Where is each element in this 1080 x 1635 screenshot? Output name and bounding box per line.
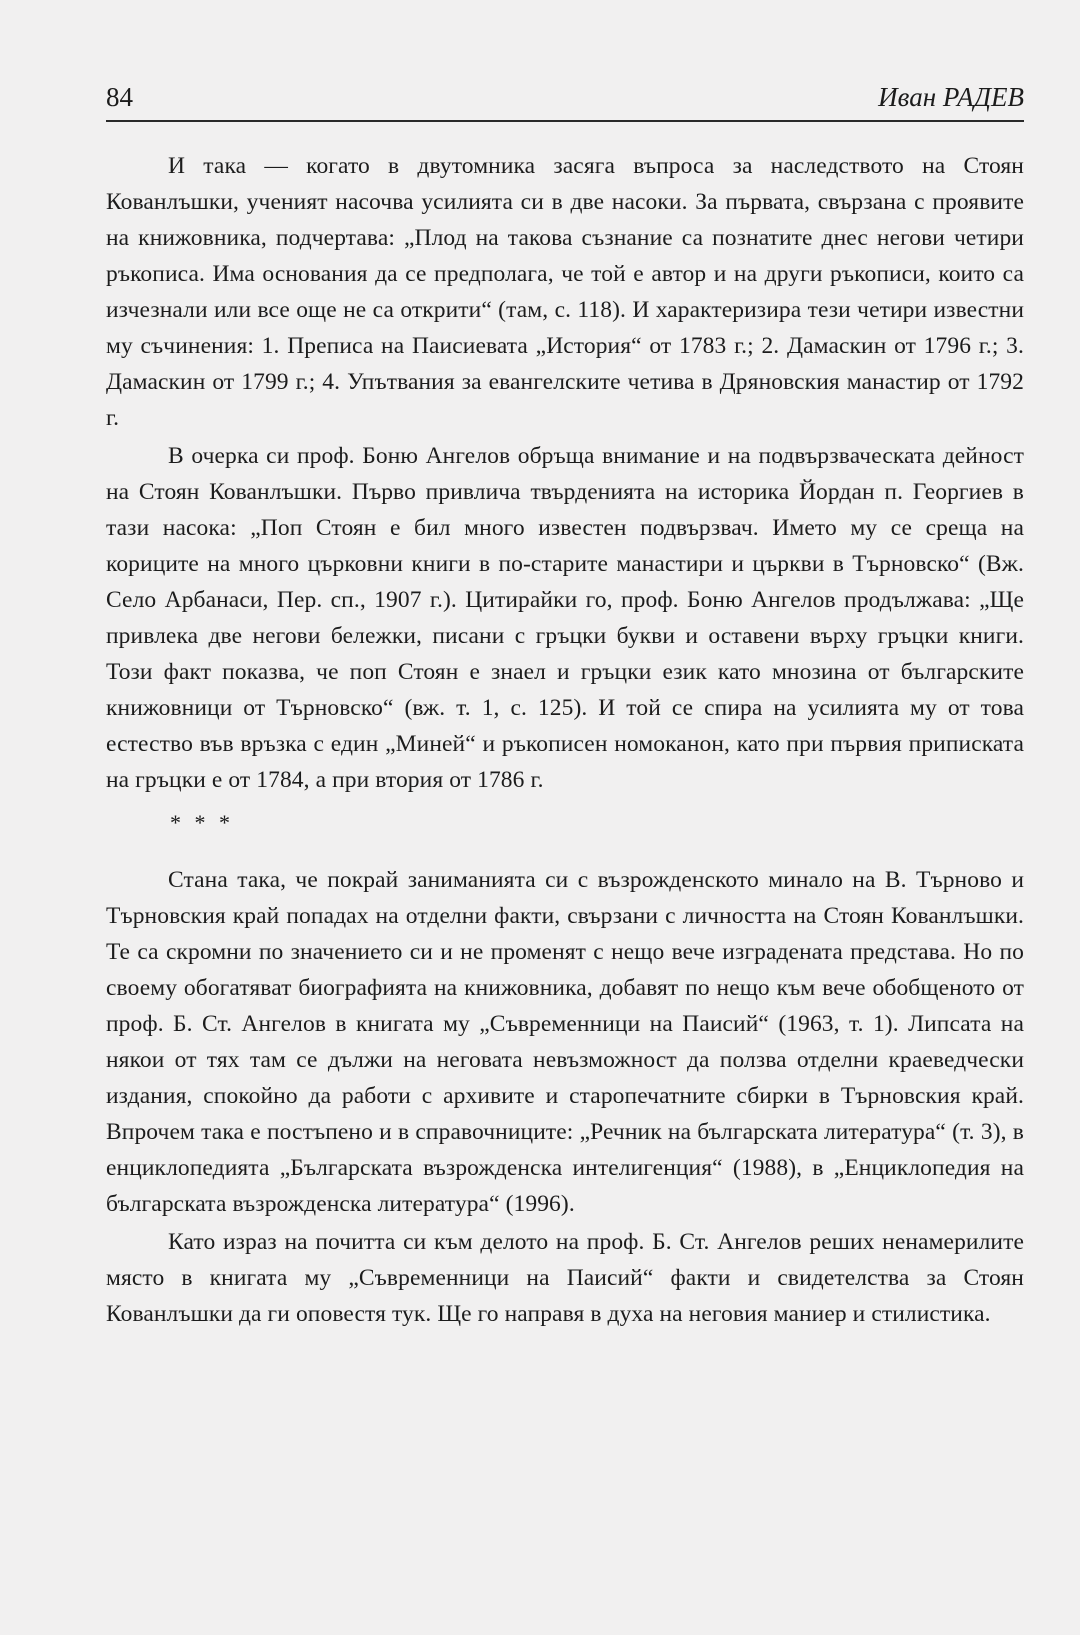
page-number: 84 (106, 82, 133, 112)
paragraph: Стана така, че покрай заниманията си с възрожденското минало на В. Търново и Търновския край попадах на отделни факти, свързани с личността на Стоян Кованлъшки. Те са скромни по значението си и не променят с нещо вече изградената представа. Но по своему обогатяват биографията на книжовника, добавят по нещо към вече обобщеното от проф. Б. Ст. Ангелов в книгата му „Съвременници на Паисий“ (1963, т. 1). Липсата на някои от тях там се дължи на неговата невъзможност да ползва отделни краеведчески издания, спокойно да работи с архивите и старопечатните сбирки в Търновския край. Впрочем така е постъпено и в справочниците: „Речник на българската литература“ (т. 3), в енциклопедията „Българската възрожденска интелигенция“ (1988), в „Енциклопедия на българската възрожденска литература“ (1996). (106, 867, 1024, 1217)
body-text (106, 148, 1024, 1332)
paragraph: И така — когато в двутомника засяга въпроса за наследството на Стоян Кованлъшки, ученият насочва усилията си в две насоки. За първата, свързана с проявите на книжовника, подчертава: „Плод на такова съзнание са познатите днес негови четири ръкописа. Има основания да се предполага, че той е автор и на други ръкописи, които са изчезнали или все още не са открити“ (там, с. 118). И характеризира тези четири известни му съчинения: 1. Преписа на Паисиевата „История“ от 1783 г.; 2. Дамаскин от 1796 г.; 3. Дамаскин от 1799 г.; 4. Упътвания за евангелските четива в Дряновския манастир от 1792 г. (106, 153, 1024, 431)
running-head-author: Иван РАДЕВ (878, 82, 1024, 112)
page-header (106, 78, 1024, 122)
paragraph: Като израз на почитта си към делото на проф. Б. Ст. Ангелов реших ненамерилите място в книгата му „Съвременници на Паисий“ факти и свидетелства за Стоян Кованлъшки да ги оповестя тук. Ще го направя в духа на неговия маниер и стилистика. (106, 1229, 1024, 1327)
section-separator: * * * (170, 810, 234, 835)
paragraph: В очерка си проф. Боню Ангелов обръща внимание и на подвързваческата дейност на Стоян Кованлъшки. Първо привлича твърденията на историка Йордан п. Георгиев в тази насока: „Поп Стоян е бил много известен подвързвач. Името му се среща на кориците на много църковни книги в по-старите манастири и църкви в Търновско“ (Вж. Село Арбанаси, Пер. сп., 1907 г.). Цитирайки го, проф. Боню Ангелов продължава: „Ще привлека две негови бележки, писани с гръцки букви и оставени върху гръцки книги. Този факт показва, че поп Стоян е знаел и гръцки език като мнозина от българските книжовници от Търновско“ (вж. т. 1, с. 125). И той се спира на усилията му от това естество във връзка с един „Миней“ и ръкописен номоканон, като при първия приписката на гръцки е от 1784, а при втория от 1786 г. (106, 443, 1024, 793)
